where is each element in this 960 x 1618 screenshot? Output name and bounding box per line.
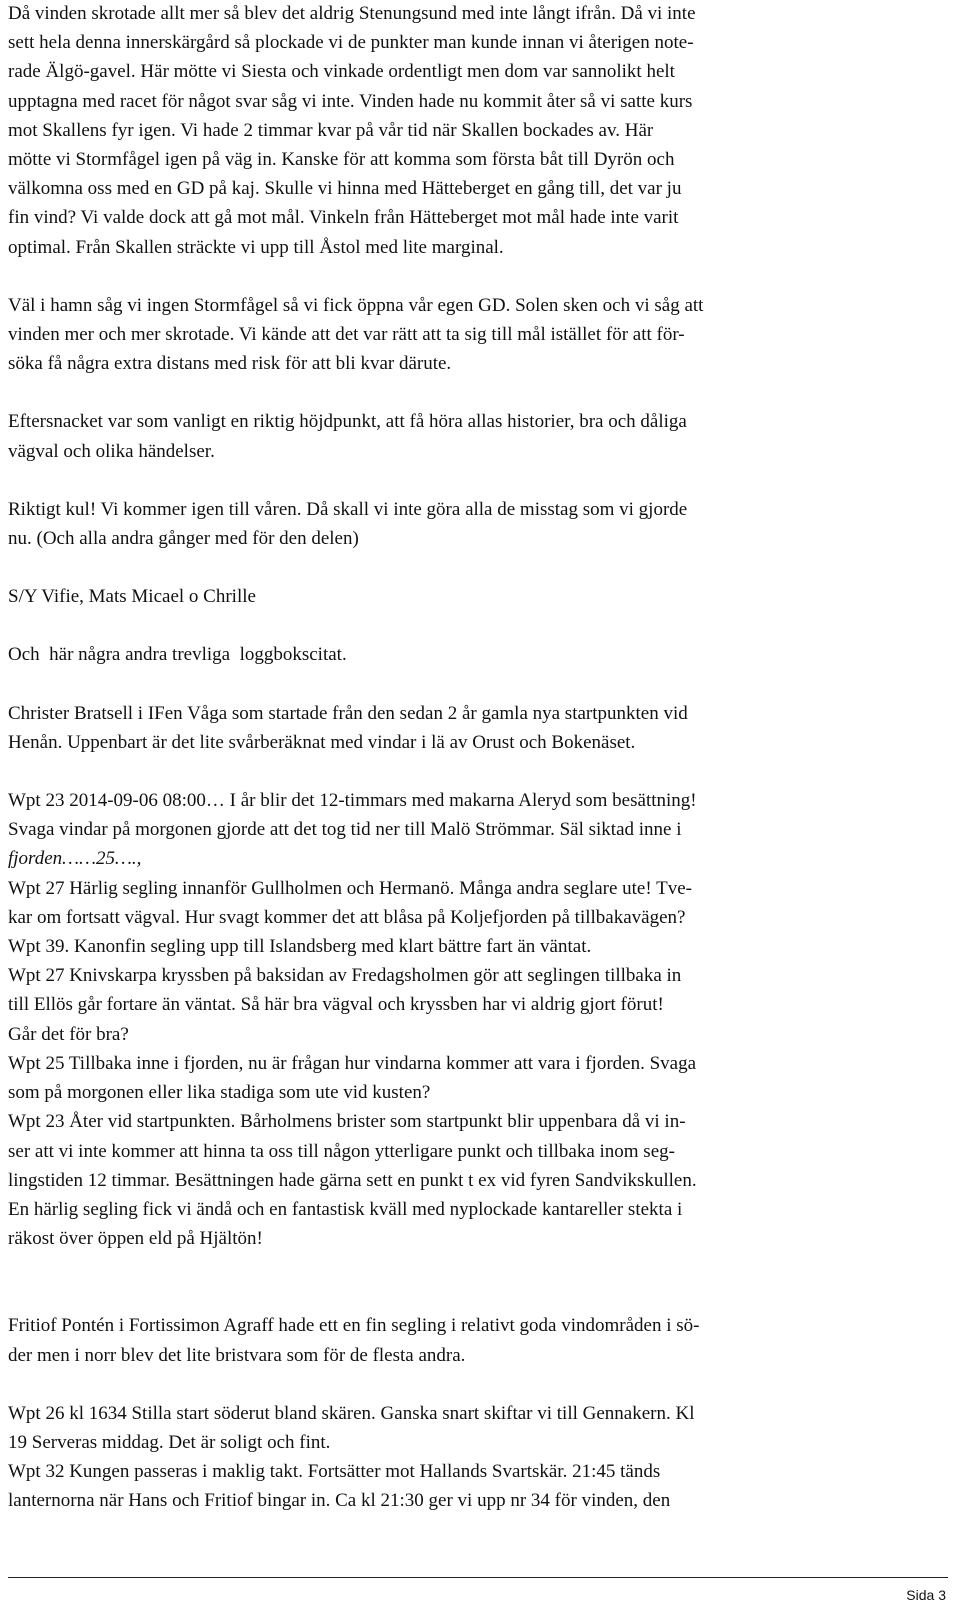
text-line: räkost över öppen eld på Hjältön! bbox=[8, 1228, 263, 1250]
text-line: upptagna med racet för något svar såg vi inte. Vinden hade nu kommit åter så vi satte kurs bbox=[8, 90, 693, 112]
text-line: sett hela denna innerskärgård så plockade vi de punkter man kunde innan vi återigen note- bbox=[8, 32, 694, 54]
paragraph-closing bbox=[8, 495, 944, 553]
paragraph-debrief bbox=[8, 407, 944, 465]
text-line: kar om fortsatt vägval. Hur svagt kommer det att blåsa på Koljefjorden på tillbakavägen? bbox=[8, 906, 686, 928]
text-line: der men i norr blev det lite bristvara som för de flesta andra. bbox=[8, 1344, 466, 1366]
text-line: till Ellös går fortare än väntat. Så här bra vägval och kryssben har vi aldrig gjort förut! bbox=[8, 994, 664, 1016]
text-line: vägval och olika händelser. bbox=[8, 440, 215, 462]
text-line: Christer Bratsell i IFen Våga som startade från den sedan 2 år gamla nya startpunkten vid bbox=[8, 702, 688, 724]
footer-divider bbox=[8, 1577, 948, 1578]
text-line: optimal. Från Skallen sträckte vi upp till Åstol med lite marginal. bbox=[8, 236, 504, 258]
paragraph-race-narrative bbox=[8, 0, 944, 262]
text-line: välkomna oss med en GD på kaj. Skulle vi hinna med Hätteberget en gång till, det var ju bbox=[8, 178, 682, 200]
text-line: som på morgonen eller lika stadiga som ute vid kusten? bbox=[8, 1082, 431, 1104]
text-line: fin vind? Vi valde dock att gå mot mål. Vinkeln från Hätteberget mot mål hade inte varit bbox=[8, 207, 679, 229]
text-line: Svaga vindar på morgonen gjorde att det tog tid ner till Malö Strömmar. Säl siktad inne i bbox=[8, 819, 682, 841]
text-line: vinden mer och mer skrotade. Vi kände att det var rätt att ta sig till mål istället för att för- bbox=[8, 324, 685, 346]
text-line: Wpt 23 2014-09-06 08:00… I år blir det 12-timmars med makarna Aleryd som besättning! bbox=[8, 790, 697, 812]
signature-line bbox=[8, 582, 944, 611]
text-line: Wpt 23 Åter vid startpunkten. Bårholmens brister som startpunkt blir uppenbara då vi in- bbox=[8, 1111, 686, 1133]
text-line: Väl i hamn såg vi ingen Stormfågel så vi fick öppna vår egen GD. Solen sken och vi såg att bbox=[8, 294, 704, 316]
text-line: Wpt 25 Tillbaka inne i fjorden, nu är frågan hur vindarna kommer att vara i fjorden. Svaga bbox=[8, 1052, 697, 1074]
text-line: lingstiden 12 timmar. Besättningen hade gärna sett en punkt t ex vid fyren Sandvikskullen. bbox=[8, 1169, 697, 1191]
text-line: mot Skallens fyr igen. Vi hade 2 timmar kvar på vår tid när Skallen bockades av. Här bbox=[8, 119, 654, 141]
logbook-intro bbox=[8, 640, 944, 669]
text-line: Riktigt kul! Vi kommer igen till våren. Då skall vi inte göra alla de misstag som vi gjorde bbox=[8, 498, 688, 520]
text-line: Wpt 26 kl 1634 Stilla start söderut bland skären. Ganska snart skiftar vi till Gennakern. Kl bbox=[8, 1402, 695, 1424]
text-line: mötte vi Stormfågel igen på väg in. Kanske för att komma som första båt till Dyrön och bbox=[8, 149, 675, 171]
text-line: ser att vi inte kommer att hinna ta oss till någon ytterligare punkt och tillbaka inom seg- bbox=[8, 1140, 675, 1162]
text-line: Går det för bra? bbox=[8, 1023, 129, 1045]
paragraph-harbor bbox=[8, 291, 944, 379]
text-line: Henån. Uppenbart är det lite svårberäknat med vindar i lä av Orust och Bokenäset. bbox=[8, 731, 636, 753]
text-line: nu. (Och alla andra gånger med för den delen) bbox=[8, 528, 359, 550]
text-line: söka få några extra distans med risk för att bli kvar därute. bbox=[8, 353, 452, 375]
paragraph-fritiof-intro bbox=[8, 1311, 944, 1369]
document-page bbox=[8, 0, 944, 1516]
text-line: Wpt 39. Kanonfin segling upp till Islandsberg med klart bättre fart än väntat. bbox=[8, 936, 592, 958]
text-line: 19 Serveras middag. Det är soligt och fint. bbox=[8, 1431, 331, 1453]
text-line: Wpt 27 Knivskarpa kryssben på baksidan av Fredagsholmen gör att seglingen tillbaka in bbox=[8, 965, 682, 987]
text-line: En härlig segling fick vi ändå och en fantastisk kväll med nyplockade kantareller stekta i bbox=[8, 1198, 683, 1220]
text-line: Eftersnacket var som vanligt en riktig höjdpunkt, att få höra allas historier, bra och dåliga bbox=[8, 411, 687, 433]
text-line: Fritiof Pontén i Fortissimon Agraff hade ett en fin segling i relativt goda vindområden i sö- bbox=[8, 1315, 700, 1337]
text-line: Wpt 32 Kungen passeras i maklig takt. Fortsätter mot Hallands Svartskär. 21:45 tänds bbox=[8, 1461, 661, 1483]
page-number: Sida 3 bbox=[906, 1587, 946, 1603]
paragraph-fritiof-log bbox=[8, 1399, 944, 1516]
text-line: S/Y Vifie, Mats Micael o Chrille bbox=[8, 586, 256, 608]
text-line: Då vinden skrotade allt mer så blev det aldrig Stenungsund med inte långt ifrån. Då vi inte bbox=[8, 3, 696, 24]
paragraph-christer-log bbox=[8, 786, 944, 1253]
text-line: lanternorna när Hans och Fritiof bingar in. Ca kl 21:30 ger vi upp nr 34 för vinden, den bbox=[8, 1490, 671, 1512]
text-line: fjorden……25…., bbox=[8, 848, 142, 870]
text-line: rade Älgö-gavel. Här mötte vi Siesta och vinkade ordentligt men dom var sannolikt helt bbox=[8, 61, 675, 83]
text-line: Och här några andra trevliga loggbokscitat. bbox=[8, 644, 347, 666]
paragraph-christer-intro bbox=[8, 699, 944, 757]
text-line: Wpt 27 Härlig segling innanför Gullholmen och Hermanö. Många andra seglare ute! Tve- bbox=[8, 877, 692, 899]
